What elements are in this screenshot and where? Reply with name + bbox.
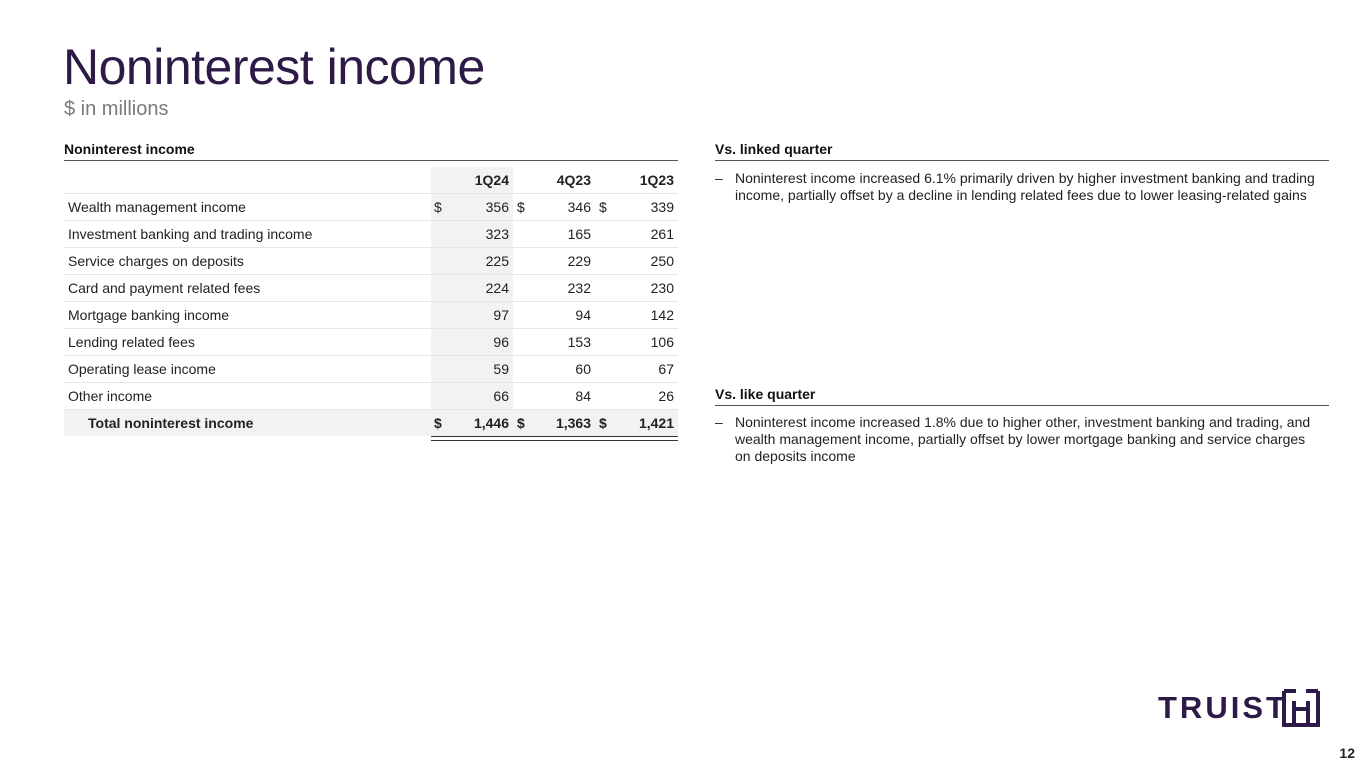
linked-quarter-text: Noninterest income increased 6.1% primarily driven by higher investment banking and trading income, partially offset by a decline in lending related fees due to lower leasing-related gains xyxy=(735,170,1315,203)
value-1q24: 225 xyxy=(485,253,509,269)
table-header-row xyxy=(64,167,678,194)
value-4q23: 84 xyxy=(575,388,591,404)
linked-quarter-heading: Vs. linked quarter xyxy=(715,141,1329,161)
bullet-dash: – xyxy=(715,414,723,430)
currency-symbol: $ xyxy=(434,199,442,215)
value-4q23: 153 xyxy=(567,334,591,350)
logo-wordmark: TRUIST xyxy=(1158,690,1288,725)
truist-monogram-icon xyxy=(1282,689,1320,727)
currency-symbol: $ xyxy=(517,415,525,431)
value-1q24: 66 xyxy=(493,388,509,404)
table-row xyxy=(64,194,678,221)
value-1q24: 224 xyxy=(485,280,509,296)
table-row xyxy=(64,329,678,356)
table-row xyxy=(64,356,678,383)
column-header-1q24: 1Q24 xyxy=(474,172,509,188)
page-title: Noninterest income xyxy=(63,39,485,95)
truist-logo xyxy=(1158,689,1323,729)
linked-quarter-bullet xyxy=(715,170,1320,204)
currency-symbol: $ xyxy=(434,415,442,431)
value-1q23: 250 xyxy=(650,253,674,269)
page-subtitle: $ in millions xyxy=(64,98,169,120)
table-row xyxy=(64,383,678,410)
value-1q24: 323 xyxy=(485,226,509,242)
value-1q24: 59 xyxy=(493,361,509,377)
value-1q24: 96 xyxy=(493,334,509,350)
table-row xyxy=(64,302,678,329)
value-4q23: 229 xyxy=(567,253,591,269)
value-1q24: 97 xyxy=(493,307,509,323)
value-4q23: 346 xyxy=(567,199,591,215)
row-label: Card and payment related fees xyxy=(68,280,261,296)
like-quarter-text: Noninterest income increased 1.8% due to higher other, investment banking and trading, and wealth management income, partially offset by lower mortgage banking and service charges on deposits income xyxy=(735,414,1311,464)
page-number: 12 xyxy=(1339,745,1355,761)
value-1q23: 261 xyxy=(650,226,674,242)
total-label: Total noninterest income xyxy=(88,415,254,431)
row-label: Mortgage banking income xyxy=(68,307,230,323)
value-1q24: 356 xyxy=(485,199,509,215)
table-row xyxy=(64,221,678,248)
value-1q23: 142 xyxy=(650,307,674,323)
value-1q23: 26 xyxy=(658,388,674,404)
double-underline xyxy=(513,436,595,441)
double-underline xyxy=(595,436,678,441)
row-label: Lending related fees xyxy=(68,334,195,350)
currency-symbol: $ xyxy=(599,199,607,215)
row-label: Service charges on deposits xyxy=(68,253,244,269)
value-1q23: 106 xyxy=(650,334,674,350)
table-row xyxy=(64,275,678,302)
value-1q23: 67 xyxy=(658,361,674,377)
row-label: Other income xyxy=(68,388,153,404)
value-4q23: 165 xyxy=(567,226,591,242)
value-4q23: 60 xyxy=(575,361,591,377)
value-4q23: 232 xyxy=(567,280,591,296)
total-1q24: 1,446 xyxy=(473,415,509,431)
value-4q23: 94 xyxy=(575,307,591,323)
value-1q23: 339 xyxy=(650,199,674,215)
noninterest-income-table xyxy=(64,167,678,436)
currency-symbol: $ xyxy=(599,415,607,431)
total-4q23: 1,363 xyxy=(555,415,591,431)
total-row xyxy=(64,410,678,436)
row-label: Wealth management income xyxy=(68,199,246,215)
row-label: Investment banking and trading income xyxy=(68,226,313,242)
total-1q23: 1,421 xyxy=(638,415,674,431)
bullet-dash: – xyxy=(715,170,723,186)
like-quarter-heading: Vs. like quarter xyxy=(715,386,1329,406)
table-row xyxy=(64,248,678,275)
row-label: Operating lease income xyxy=(68,361,216,377)
column-header-1q23: 1Q23 xyxy=(639,172,674,188)
column-header-4q23: 4Q23 xyxy=(556,172,591,188)
value-1q23: 230 xyxy=(650,280,674,296)
like-quarter-bullet xyxy=(715,414,1320,465)
double-underline xyxy=(431,436,513,441)
table-section-heading: Noninterest income xyxy=(64,141,678,161)
currency-symbol: $ xyxy=(517,199,525,215)
